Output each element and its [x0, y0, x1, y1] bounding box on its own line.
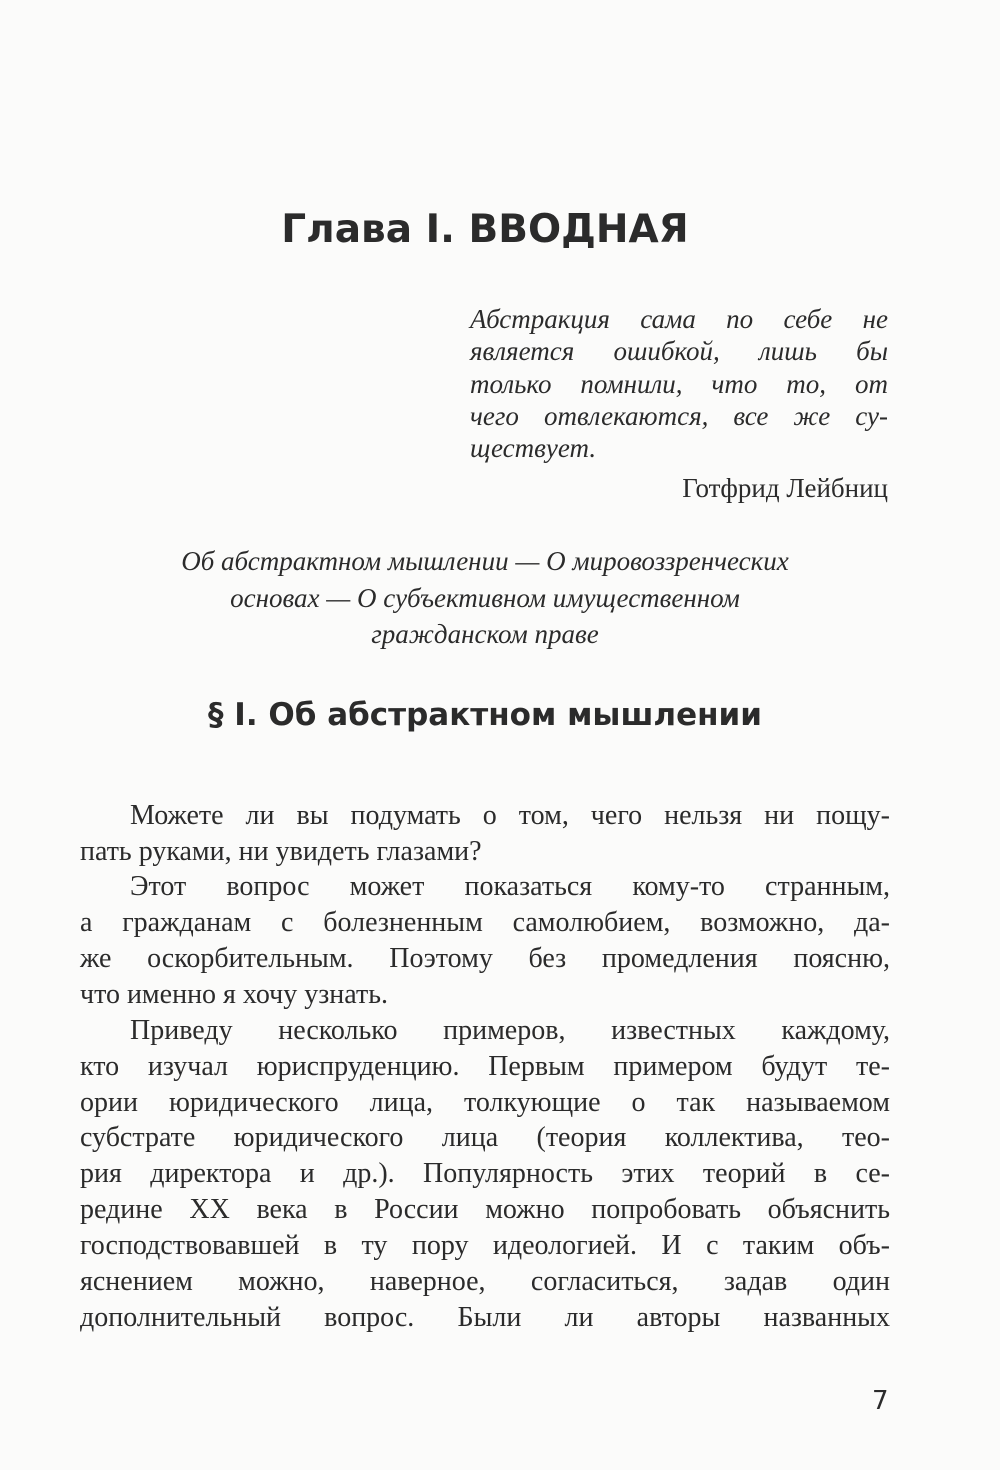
epigraph-line: Абстракция сама по себе не — [470, 304, 888, 334]
epigraph-line: является ошибкой, лишь бы — [470, 336, 888, 366]
body-line: редине XX века в России можно попробовать объяснить — [80, 1194, 890, 1225]
body-line: Этот вопрос может показаться кому-то странным, — [130, 871, 890, 902]
page-number: 7 — [872, 1386, 889, 1416]
body-line: кто изучал юриспруденцию. Первым примером будут те- — [80, 1051, 890, 1082]
chapter-summary-line: гражданском праве — [371, 619, 599, 649]
chapter-title: Глава I. ВВОДНАЯ — [281, 207, 689, 252]
epigraph-line: только помнили, что то, от — [470, 369, 888, 399]
epigraph-line: ществует. — [470, 433, 597, 463]
body-line: ории юридического лица, толкующие о так называемом — [80, 1087, 890, 1118]
body-line: пать руками, ни увидеть глазами? — [80, 836, 482, 867]
body-line: Можете ли вы подумать о том, чего нельзя ни пощу- — [130, 800, 890, 831]
body-line: господствовавшей в ту пору идеологией. И с таким объ- — [80, 1230, 890, 1261]
body-line: Приведу несколько примеров, известных каждому, — [130, 1015, 890, 1046]
body-line: а гражданам с болезненным самолюбием, возможно, да- — [80, 907, 890, 938]
body-line: рия директора и др.). Популярность этих теорий в се- — [80, 1158, 890, 1189]
chapter-summary-line: основах — О субъективном имущественном — [230, 583, 740, 613]
body-line: яснением можно, наверное, согласиться, задав один — [80, 1266, 890, 1297]
body-line: субстрате юридического лица (теория коллектива, тео- — [80, 1122, 890, 1153]
body-line: же оскорбительным. Поэтому без промедления поясню, — [80, 943, 890, 974]
body-line: дополнительный вопрос. Были ли авторы названных — [80, 1302, 890, 1333]
section-title: § I. Об абстрактном мышлении — [208, 697, 762, 733]
epigraph-author: Готфрид Лейбниц — [682, 473, 888, 503]
epigraph-line: чего отвлекаются, все же су- — [470, 401, 888, 431]
body-line: что именно я хочу узнать. — [80, 979, 388, 1010]
chapter-summary-line: Об абстрактном мышлении — О мировоззренческих — [181, 546, 789, 576]
